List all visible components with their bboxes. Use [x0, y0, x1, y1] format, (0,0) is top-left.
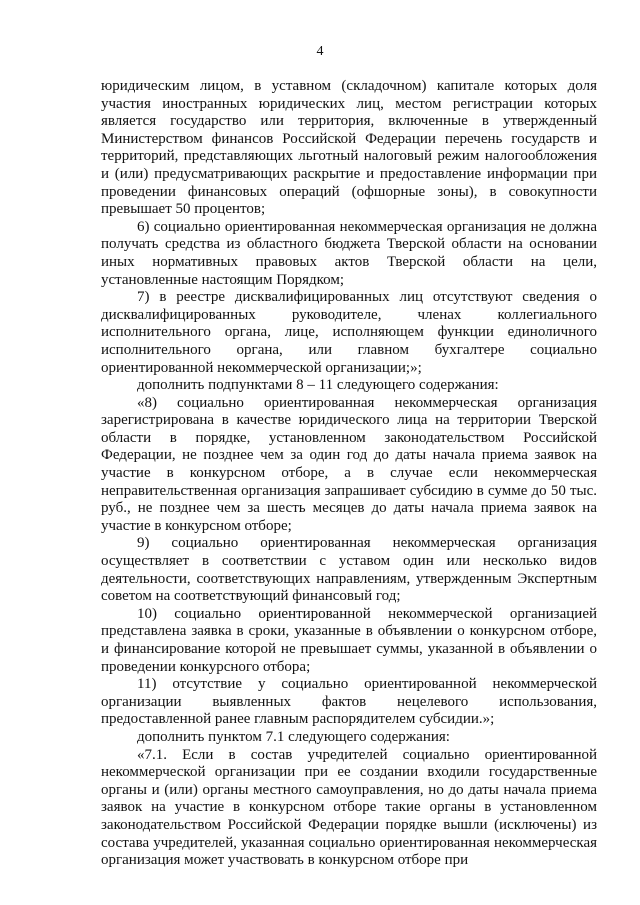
paragraph-point-7-1: «7.1. Если в состав учредителей социально ориентированной некоммерческой организации при ее создании входили государственные органы и (или) органы местного самоуправления, но до даты начала приема заявок на участие в конкурсном отборе такие органы в установленном законодательством Российской Федерации порядке вышли (исключены) из состава учредителей, указанная социально ориентированная некоммерческая организация может участвовать в конкурсном отборе при [101, 746, 597, 869]
paragraph-amendment-point: дополнить пунктом 7.1 следующего содержания: [137, 728, 450, 745]
page-number: 4 [316, 44, 324, 59]
paragraph-continuation: юридическим лицом, в уставном (складочном) капитале которых доля участия иностранных юридических лиц, местом регистрации которых является государство или территория, включенные в утвержденный Министерством финансов Российской Федерации перечень государств и территорий, представляющих льготный налоговый режим налогообложения и (или) предусматривающих раскрытие и предоставление информации при проведении финансовых операций (офшорные зоны), в совокупности превышает 50 процентов; [101, 78, 597, 218]
paragraph-item-11: 11) отсутствие у социально ориентированной некоммерческой организации выявленных фактов нецелевого использования, предоставленной ранее главным распорядителем субсидии.»; [101, 676, 597, 728]
paragraph-item-7: 7) в реестре дисквалифицированных лиц отсутствуют сведения о дисквалифицированных руководителе, членах коллегиального исполнительного органа, лице, исполняющем функции единоличного исполнительного органа, или главном бухгалтере социально ориентированной некоммерческой организации;»; [101, 289, 597, 376]
paragraph-item-9: 9) социально ориентированная некоммерческая организация осуществляет в соответствии с уставом один или несколько видов деятельности, соответствующих направлениям, утвержденным Экспертным советом на соответствующий финансовый год; [101, 535, 597, 605]
paragraph-item-8: «8) социально ориентированная некоммерческая организация зарегистрирована в качестве юридического лица на территории Тверской области в порядке, установленном законодательством Российской Федерации, не позднее чем за один год до даты начала приема заявок на участие в конкурсном отборе, а в случае если некоммерческая неправительственная организация запрашивает субсидию в сумме до 50 тыс. руб., не позднее чем за шесть месяцев до даты начала приема заявок на участие в конкурсном отборе; [101, 394, 597, 534]
document-body [101, 78, 597, 870]
paragraph-item-10: 10) социально ориентированной некоммерческой организацией представлена заявка в сроки, указанные в объявлении о конкурсном отборе, и финансирование которой не превышает суммы, указанной в объявлении о проведении конкурсного отбора; [101, 605, 597, 675]
paragraph-amendment-subitems: дополнить подпунктами 8 – 11 следующего содержания: [137, 377, 499, 394]
paragraph-item-6: 6) социально ориентированная некоммерческая организация не должна получать средства из областного бюджета Тверской области на основании иных нормативных правовых актов Тверской области на цели, установленные настоящим Порядком; [101, 218, 597, 288]
